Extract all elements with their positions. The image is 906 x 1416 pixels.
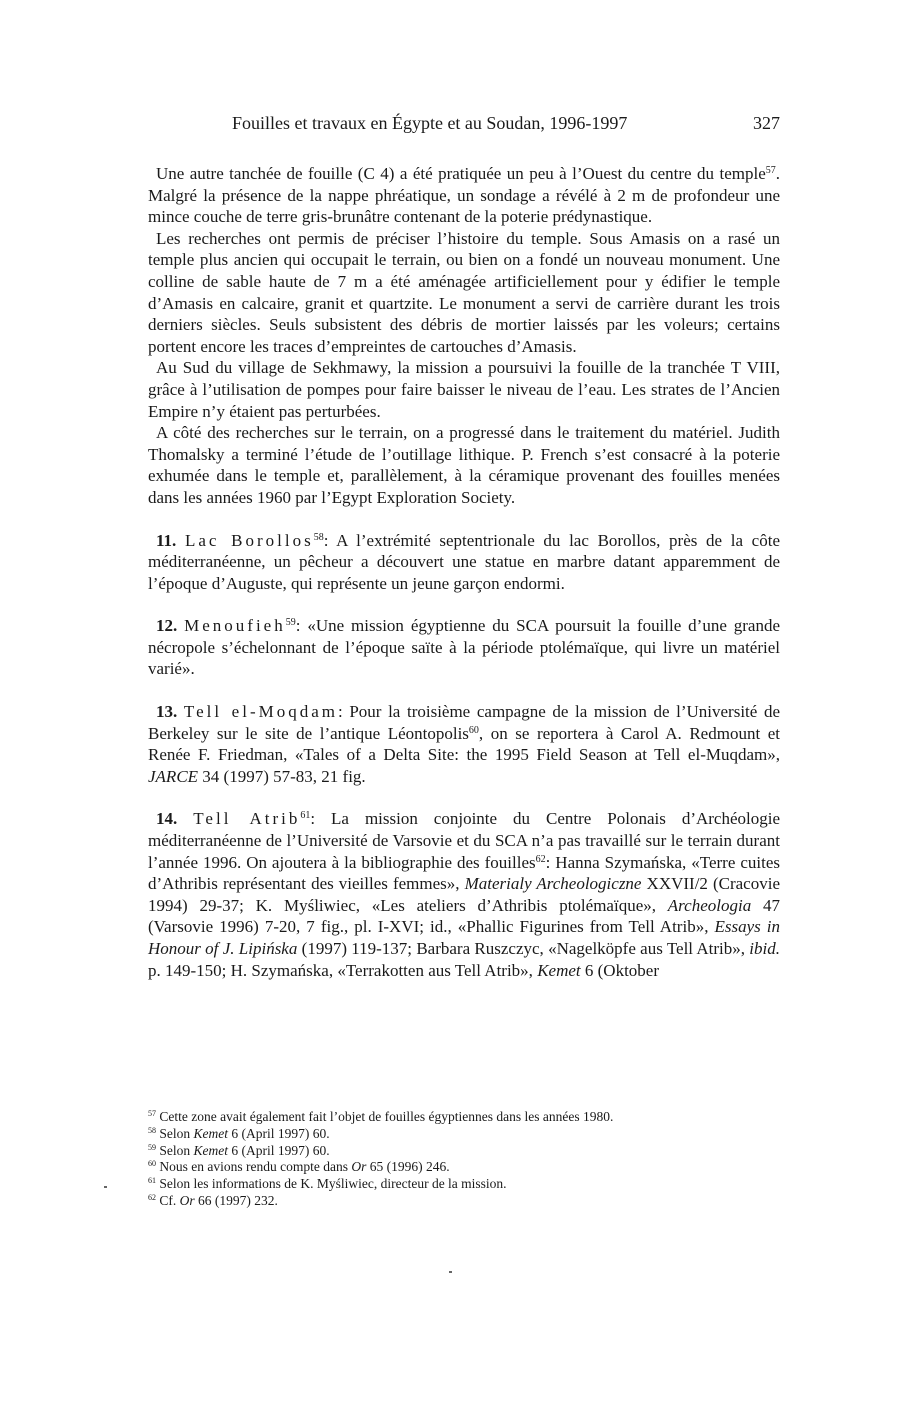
section-text: 6 (Oktober	[580, 960, 659, 980]
section-text: XXVII/2 (Cracovie 1994) 29-37; K. Myśliwiec, «Les ateliers d’Athribis ptolémaïque»,	[148, 874, 780, 915]
publication-title: Or	[179, 1192, 195, 1208]
paragraph: Au Sud du village de Sekhmawy, la mission a poursuivi la fouille de la tranchée T VIII, grâce à l’utilisation de pompes pour faire baisser le niveau de l’eau. Les strates de l’Ancien Empire n’y étaient pas perturbées.	[148, 358, 780, 421]
footnote-ref: 60	[468, 724, 479, 736]
section-number: 11.	[156, 530, 177, 550]
footnote-number: 62	[148, 1192, 156, 1202]
footnote-text: Selon les informations de K. Myśliwiec, directeur de la mission.	[156, 1176, 507, 1192]
footnote-number: 57	[148, 1109, 156, 1118]
footnote-text: 6 (April 1997) 60.	[228, 1142, 330, 1158]
publication-title: Materialy Archeologiczne	[464, 874, 642, 894]
running-header	[148, 113, 780, 137]
publication-title: Archeologia	[667, 895, 752, 915]
section-text: 34 (1997) 57-83, 21 fig.	[198, 766, 366, 786]
footnote-58	[148, 1126, 780, 1143]
section-text: p. 149-150; H. Szymańska, «Terrakotten aus Tell Atrib»,	[148, 960, 538, 980]
section-12	[148, 615, 780, 680]
section-number: 14.	[156, 809, 178, 829]
paragraph	[148, 163, 780, 228]
publication-title: ibid.	[749, 939, 780, 958]
site-name: Tell el-Moqdam	[183, 702, 338, 722]
footnote-text: Nous en avions rendu compte dans	[156, 1159, 352, 1175]
footnote-62	[148, 1193, 780, 1210]
site-name: Lac Borollos	[184, 530, 314, 550]
section-13	[148, 701, 780, 787]
section-text: , on se reportera à Carol A. Redmount et Renée F. Friedman, «Tales of a Delta Site: the 1995 Field Season at Tell el-Muqdam»,	[148, 723, 780, 765]
footnote-number: 60	[148, 1159, 156, 1169]
journal-title: JARCE	[148, 766, 199, 786]
section-text: (1997) 119-137; Barbara Ruszczyc, «Nagelköpfe aus Tell Atrib»,	[297, 939, 750, 958]
footnote-ref: 61	[300, 810, 311, 822]
paragraph: A côté des recherches sur le terrain, on a progressé dans le traitement du matériel. Judith Thomalsky a terminé l’étude de l’outillage lithique. P. French s’est consacré à la poterie exhumée dans le temple et, parallèlement, à la céramique provenant des fouilles menées dans les années 1960 par l’Egypt Exploration Society.	[148, 423, 780, 507]
site-name: Tell Atrib	[193, 809, 301, 829]
footnote-text: Cette zone avait également fait l’objet de fouilles égyptiennes dans les années 1980.	[156, 1109, 614, 1124]
footnote-57	[148, 1109, 780, 1126]
publication-title: Kemet	[193, 1125, 229, 1141]
footnote-number: 58	[148, 1125, 156, 1135]
footnote-text: Cf.	[156, 1192, 180, 1208]
publication-title: Or	[351, 1159, 367, 1175]
section-text: 47 (Varsovie 1996) 7-20, 7 fig., pl. I-XVI; id., «Phallic Figurines from Tell Atrib»,	[148, 895, 781, 937]
paragraph: Les recherches ont permis de préciser l’histoire du temple. Sous Amasis on a rasé un temple plus ancien qui occupait le terrain, ou bien on a fondé un nouveau monument. Une colline de sable haute de 7 m a été aménagée artificiellement pour y édifier le temple d’Amasis en calcaire, granit et quartzite. Le monument a servi de carrière durant les trois derniers siècles. Seuls subsistent des débris de mortier laissés par les voleurs; certains portent encore les traces d’empreintes de cartouches d’Amasis.	[148, 228, 780, 356]
section-14	[148, 808, 780, 981]
section-number: 12.	[156, 616, 178, 636]
page-number: 327	[753, 113, 780, 133]
footnote-text: Selon	[156, 1125, 194, 1141]
footnote-number: 61	[148, 1176, 156, 1186]
scan-speck	[104, 1186, 107, 1188]
footnote-text: 6 (April 1997) 60.	[228, 1125, 330, 1141]
paragraph-text: . Malgré la présence de la nappe phréatique, un sondage a révélé à 2 m de profondeur une mince couche de terre gris-brunâtre contenant de la poterie prédynastique.	[148, 164, 780, 227]
footnote-ref: 59	[285, 617, 296, 629]
footnote-text: 66 (1997) 232.	[194, 1192, 278, 1208]
footnote-61	[148, 1176, 780, 1193]
footnote-ref: 62	[535, 853, 546, 865]
publication-title: Essays in Honour of J. Lipińska	[148, 917, 780, 958]
section-text: : La mission conjointe du Centre Polonais d’Archéologie méditerranéenne de l’Université de Varsovie et du SCA n’a pas travaillé sur le terrain durant l’année 1996. On ajoutera à la bibliographie des fouilles	[148, 809, 781, 872]
site-name: Menoufieh	[184, 616, 286, 636]
section-text: : Hanna Szymańska, «Terre cuites d’Athribis représentant des vieilles femmes»,	[148, 852, 780, 894]
footnote-59	[148, 1143, 780, 1160]
footnotes	[148, 1109, 780, 1210]
section-text: : A l’extrémité septentrionale du lac Borollos, près de la côte méditerranéenne, un pêcheur a découvert une statue en marbre datant apparemment de l’époque d’Auguste, qui représente un jeune garçon endormi.	[148, 530, 780, 593]
footnote-ref: 57	[765, 165, 776, 176]
paragraph-text: Une autre tanchée de fouille (C 4) a été pratiquée un peu à l’Ouest du centre du temple	[156, 164, 766, 183]
section-text: : Pour la troisième campagne de la mission de l’Université de Berkeley sur le site de l’antique Léontopolis	[148, 702, 780, 743]
section-11	[148, 530, 780, 595]
footnote-text: Selon	[156, 1142, 194, 1158]
publication-title: Kemet	[537, 960, 581, 980]
running-title: Fouilles et travaux en Égypte et au Soudan, 1996-1997	[232, 113, 628, 133]
footnote-text: 65 (1996) 246.	[366, 1159, 450, 1175]
footnote-number: 59	[148, 1142, 156, 1152]
section-text: : «Une mission égyptienne du SCA poursuit la fouille d’une grande nécropole s’échelonnant de l’époque saïte à la période ptolémaïque, qui livre un matériel varié».	[148, 616, 781, 679]
footnote-60	[148, 1159, 780, 1176]
section-number: 13.	[156, 702, 178, 722]
scan-speck	[449, 1271, 452, 1273]
main-text	[148, 163, 780, 981]
publication-title: Kemet	[193, 1142, 229, 1158]
footnote-ref: 58	[313, 531, 324, 543]
